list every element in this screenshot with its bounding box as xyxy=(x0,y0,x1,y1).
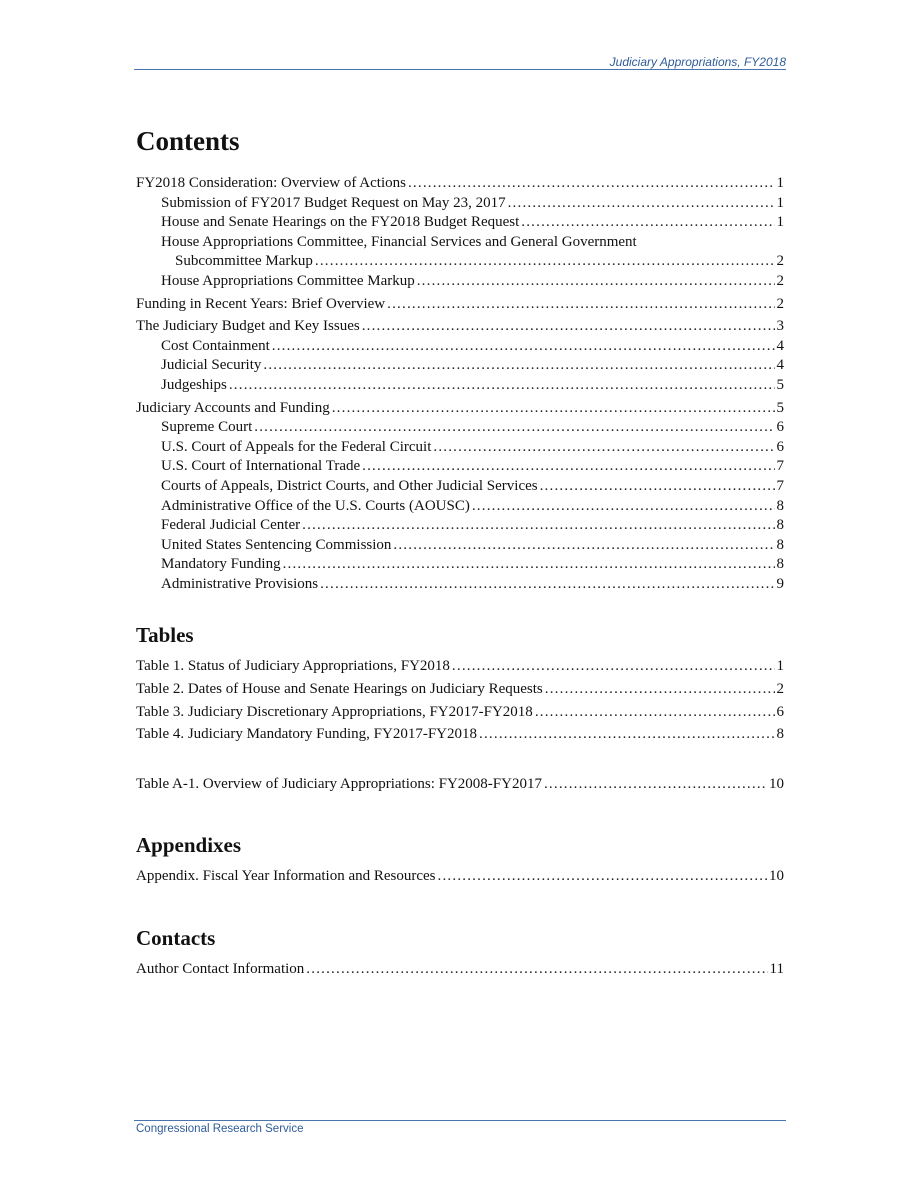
toc-entry[interactable]: United States Sentencing Commission ..... 8 xyxy=(136,536,784,556)
dot-leader xyxy=(521,213,774,233)
dot-leader xyxy=(302,516,774,536)
running-header: Judiciary Appropriations, FY2018 xyxy=(609,55,786,69)
footer-organization: Congressional Research Service xyxy=(136,1123,304,1135)
contacts-section xyxy=(136,925,784,980)
dot-leader xyxy=(540,477,775,497)
toc-entry[interactable]: Federal Judicial Center ..... 8 xyxy=(136,516,784,536)
appendixes-section xyxy=(136,832,784,887)
toc-entry[interactable]: FY2018 Consideration: Overview of Actions ..... 1 xyxy=(136,174,784,194)
dot-leader xyxy=(254,418,774,438)
dot-leader xyxy=(387,295,774,315)
toc-entry[interactable]: U.S. Court of Appeals for the Federal Circuit ..... 6 xyxy=(136,438,784,458)
toc-entry[interactable]: House Appropriations Committee Markup ..... 2 xyxy=(136,272,784,292)
toc-entry[interactable]: Administrative Office of the U.S. Courts (AOUSC) ..... 8 xyxy=(136,497,784,517)
toc-entry[interactable]: Submission of FY2017 Budget Request on May 23, 2017 ..... 1 xyxy=(136,194,784,214)
toc-entry[interactable]: Funding in Recent Years: Brief Overview ..... 2 xyxy=(136,295,784,315)
toc-entry[interactable]: Judiciary Accounts and Funding ..... 5 xyxy=(136,399,784,419)
dot-leader xyxy=(263,356,774,376)
dot-leader xyxy=(362,317,775,337)
dot-leader xyxy=(320,575,774,595)
table-entry[interactable]: Table 4. Judiciary Mandatory Funding, FY2017-FY2018 ..... 8 xyxy=(136,725,784,745)
dot-leader xyxy=(393,536,774,556)
contents-heading: Contents xyxy=(136,126,240,156)
toc-entry[interactable]: Administrative Provisions ..... 9 xyxy=(136,575,784,595)
toc-entry[interactable]: Judgeships ..... 5 xyxy=(136,376,784,396)
contacts-list xyxy=(136,960,784,980)
dot-leader xyxy=(452,657,775,677)
dot-leader xyxy=(417,272,775,292)
dot-leader xyxy=(332,399,775,419)
dot-leader xyxy=(306,960,767,980)
dot-leader xyxy=(535,703,775,723)
dot-leader xyxy=(362,457,774,477)
appendix-entry[interactable]: Appendix. Fiscal Year Information and Resources ..... 10 xyxy=(136,867,784,887)
table-entry[interactable]: Table 1. Status of Judiciary Appropriations, FY2018 ..... 1 xyxy=(136,657,784,677)
table-entry[interactable]: Table 3. Judiciary Discretionary Appropriations, FY2017-FY2018 ..... 6 xyxy=(136,703,784,723)
toc-entry[interactable]: Cost Containment ..... 4 xyxy=(136,337,784,357)
toc-entry[interactable]: Mandatory Funding ..... 8 xyxy=(136,555,784,575)
dot-leader xyxy=(272,337,775,357)
contacts-heading: Contacts xyxy=(136,926,216,951)
tables-list xyxy=(136,657,784,794)
tables-heading: Tables xyxy=(136,623,194,648)
table-entry[interactable]: Table A-1. Overview of Judiciary Appropriations: FY2008-FY2017 ..... 10 xyxy=(136,775,784,795)
dot-leader xyxy=(315,252,775,272)
toc-entry[interactable]: Subcommittee Markup ..... 2 xyxy=(136,252,784,272)
header-rule xyxy=(134,69,786,70)
toc-page xyxy=(136,124,784,980)
contents-list xyxy=(136,174,784,594)
toc-entry[interactable]: The Judiciary Budget and Key Issues ..... 3 xyxy=(136,317,784,337)
dot-leader xyxy=(408,174,775,194)
toc-entry[interactable]: Courts of Appeals, District Courts, and Other Judicial Services ..... 7 xyxy=(136,477,784,497)
dot-leader xyxy=(544,775,767,795)
toc-entry[interactable]: Judicial Security ..... 4 xyxy=(136,356,784,376)
toc-entry[interactable]: U.S. Court of International Trade ..... 7 xyxy=(136,457,784,477)
toc-entry[interactable]: House and Senate Hearings on the FY2018 Budget Request ..... 1 xyxy=(136,213,784,233)
toc-entry-wrapped-line[interactable]: House Appropriations Committee, Financial Services and General Government xyxy=(161,233,637,250)
dot-leader xyxy=(438,867,767,887)
footer-rule xyxy=(134,1120,786,1121)
dot-leader xyxy=(433,438,774,458)
dot-leader xyxy=(229,376,775,396)
tables-section xyxy=(136,622,784,794)
dot-leader xyxy=(508,194,775,214)
dot-leader xyxy=(283,555,775,575)
table-entry[interactable]: Table 2. Dates of House and Senate Hearings on Judiciary Requests ..... 2 xyxy=(136,680,784,700)
toc-entry[interactable]: Supreme Court ..... 6 xyxy=(136,418,784,438)
appendixes-list xyxy=(136,867,784,887)
dot-leader xyxy=(472,497,775,517)
appendixes-heading: Appendixes xyxy=(136,833,242,858)
contact-entry[interactable]: Author Contact Information ..... 11 xyxy=(136,960,784,980)
dot-leader xyxy=(479,725,774,745)
dot-leader xyxy=(545,680,775,700)
